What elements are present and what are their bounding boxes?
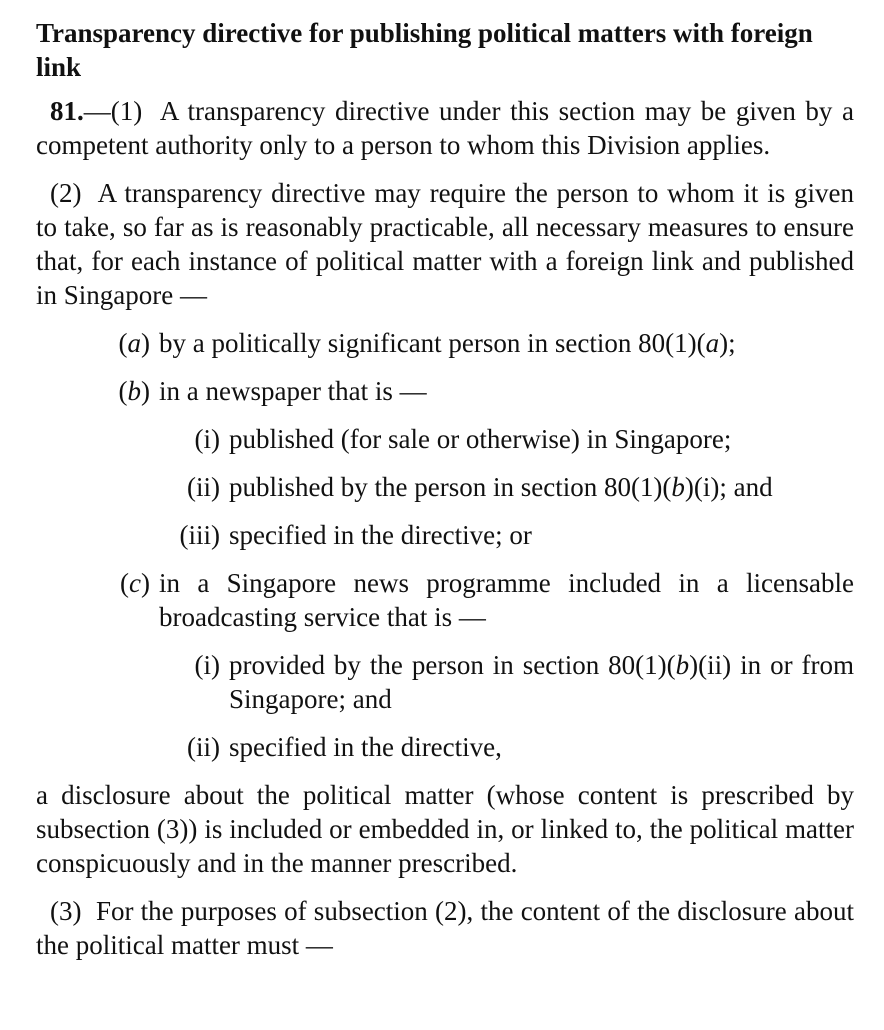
- paragraph-c-i-italic: b: [675, 650, 690, 680]
- paragraph-b-ii-text-after: )(i); and: [684, 472, 773, 502]
- subsection-3: [36, 894, 854, 962]
- paragraph-c-i-label: (i): [194, 650, 220, 680]
- paragraph-b-ii-italic: b: [671, 472, 685, 502]
- paragraph-b-iii: [36, 518, 854, 552]
- paragraph-c-ii: [36, 730, 854, 764]
- subsection-3-label: (3): [50, 896, 82, 926]
- section-dash: —: [83, 96, 111, 126]
- paragraph-b-ii-text-before: published by the person in section 80(1)(: [229, 472, 672, 502]
- paragraph-b-ii-label: (ii): [187, 472, 220, 502]
- section-heading: Transparency directive for publishing political matters with foreign link: [36, 18, 813, 82]
- paragraph-a-text-after: );: [719, 328, 736, 358]
- paragraph-c-i-text-after: )(ii) in or from Singapore; and: [229, 650, 855, 714]
- paragraph-b-i-text: published (for sale or otherwise) in Singapore;: [229, 424, 732, 454]
- subsection-2-text: A transparency directive may require the person to whom it is given to take, so far as is reasonably practicable, all necessary measures to ensure that, for each instance of political matter with a foreign link and published in Singapore —: [36, 178, 854, 310]
- paragraph-c-i: [36, 648, 854, 716]
- subsection-2-tail: a disclosure about the political matter (whose content is prescribed by subsection (3)) is included or embedded in, or linked to, the political matter conspicuously and in the manner prescribed.: [36, 780, 854, 878]
- paragraph-b-ii: [36, 470, 854, 504]
- paragraph-b-text: in a newspaper that is —: [159, 376, 427, 406]
- paragraph-a-text-before: by a politically significant person in section 80(1)(: [159, 328, 706, 358]
- subsection-2: [36, 176, 854, 312]
- subsection-3-text: For the purposes of subsection (2), the content of the disclosure about the political matter must —: [36, 896, 854, 960]
- paragraph-c-i-text-before: provided by the person in section 80(1)(: [229, 650, 676, 680]
- paragraph-b-iii-label: (iii): [179, 520, 220, 550]
- paragraph-b-iii-text: specified in the directive; or: [229, 520, 532, 550]
- paragraph-c: [36, 566, 854, 634]
- paragraph-c-label: (c): [120, 568, 150, 598]
- paragraph-a: [36, 326, 854, 360]
- document-page: [36, 16, 854, 976]
- paragraph-c-text: in a Singapore news programme included in a licensable broadcasting service that is —: [159, 568, 854, 632]
- paragraph-b-i: [36, 422, 854, 456]
- section-number: 81.: [50, 96, 84, 126]
- paragraph-c-ii-label: (ii): [187, 732, 220, 762]
- subsection-2-label: (2): [50, 178, 82, 208]
- paragraph-a-italic: a: [705, 328, 720, 358]
- subsection-1: [36, 94, 854, 162]
- subsection-1-label: (1): [110, 96, 143, 126]
- paragraph-b-i-label: (i): [194, 424, 220, 454]
- paragraph-b-label: (b): [118, 376, 150, 406]
- paragraph-c-ii-text: specified in the directive,: [229, 732, 502, 762]
- paragraph-b: [36, 374, 854, 408]
- paragraph-a-label: (a): [118, 328, 150, 358]
- subsection-1-text: A transparency directive under this section may be given by a competent authority only to a person to whom this Division applies.: [36, 96, 854, 160]
